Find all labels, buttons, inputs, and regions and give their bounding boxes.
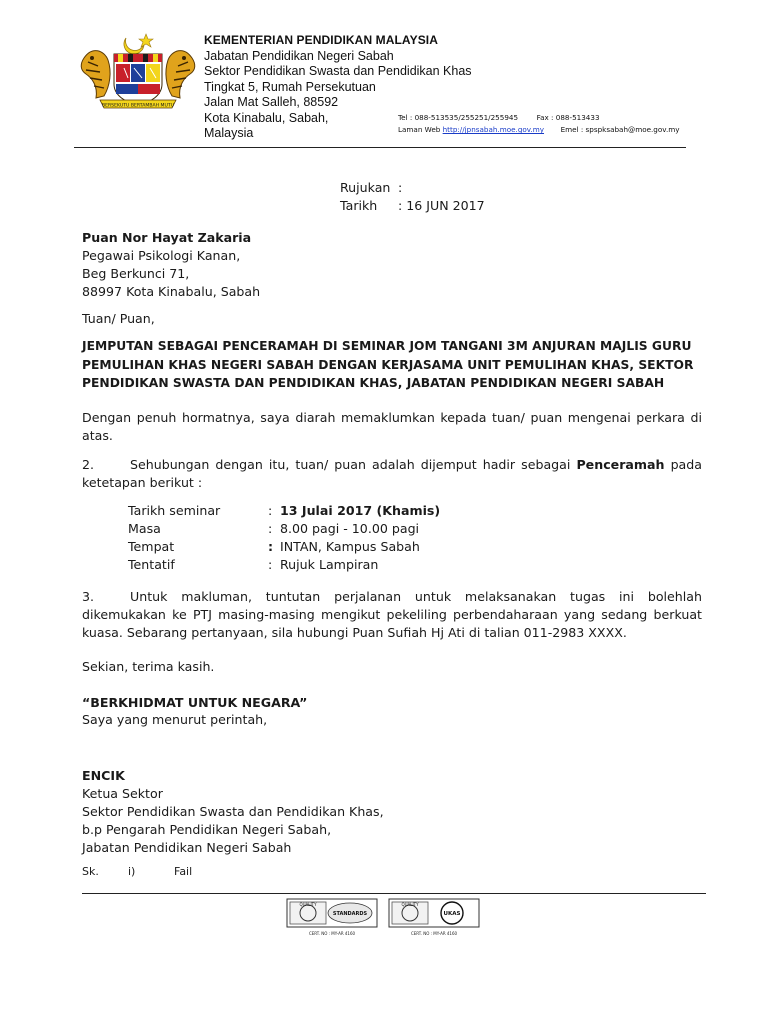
detail-label: Masa (128, 521, 161, 536)
recipient-line: 88997 Kota Kinabalu, Sabah (82, 284, 261, 299)
paragraph-number: 3. (82, 589, 95, 604)
salutation: Tuan/ Puan, (82, 311, 155, 326)
paragraph-2 (82, 456, 702, 492)
badge-quality-label: QUALITY (401, 902, 419, 907)
signatory-title: ENCIK (82, 768, 125, 783)
paragraph-number: 2. (82, 457, 95, 472)
recipient-block (82, 229, 482, 301)
detail-row (128, 520, 628, 538)
malaysia-coat-of-arms-icon (74, 28, 202, 116)
subject-line: JEMPUTAN SEBAGAI PENCERAMAH DI SEMINAR JOM TANGANI 3M ANJURAN MAJLIS GURU (82, 339, 692, 353)
quality-certification-icon (286, 898, 378, 938)
fax-number: Fax : 088-513433 (536, 113, 600, 122)
reference-block (340, 179, 570, 215)
detail-value: INTAN, Kampus Sabah (280, 539, 420, 554)
closing-line: Sekian, terima kasih. (82, 659, 215, 674)
detail-value: 13 Julai 2017 (Khamis) (280, 503, 441, 518)
certification-badge-left (286, 898, 378, 938)
letter-subject (82, 337, 702, 393)
signatory-line: Ketua Sektor (82, 786, 163, 801)
detail-colon: : (268, 557, 273, 572)
recipient-line: Pegawai Psikologi Kanan, (82, 248, 241, 263)
paragraph-2-text: Sehubungan dengan itu, tuan/ puan adalah dijemput hadir sebagai (130, 457, 577, 472)
cc-index: i) (128, 865, 136, 878)
signatory-line: Sektor Pendidikan Swasta dan Pendidikan Khas, (82, 804, 384, 819)
rujukan-colon: : (398, 180, 403, 195)
paragraph-3-text: Untuk makluman, tuntutan perjalanan untuk melaksanakan tugas ini bolehlah dikemukakan ke PTJ masing-masing mengikut pekeliling perbendaharaan yang sedang berkuat kuasa. Sebarang pertanyaan, sila hubungi Puan Sufiah Hj Ati di talian 011-2983 XXXX. (82, 589, 702, 640)
subject-line: PEMULIHAN KHAS NEGERI SABAH DENGAN KERJASAMA UNIT PEMULIHAN KHAS, SEKTOR (82, 357, 694, 372)
footer-divider (82, 893, 706, 894)
email-address: Emel : spspksabah@moe.gov.my (560, 125, 680, 134)
cert-number-right: CERT. NO : MY-AR 4160 (410, 931, 458, 936)
ukas-certification-icon (388, 898, 480, 938)
detail-colon: : (268, 503, 273, 518)
rujukan-label: Rujukan (340, 180, 391, 195)
subject-line: PENDIDIKAN SWASTA DAN PENDIDIKAN KHAS, JABATAN PENDIDIKAN NEGERI SABAH (82, 376, 665, 390)
ministry-crest (74, 28, 202, 116)
badge-standards-label: STANDARDS (332, 911, 368, 917)
seminar-details (128, 502, 628, 574)
signatory-block (82, 767, 502, 857)
signatory-line: b.p Pengarah Pendidikan Negeri Sabah, (82, 822, 332, 837)
paragraph-2-emphasis: Penceramah (576, 457, 665, 472)
recipient-line: Beg Berkunci 71, (82, 266, 190, 281)
crest-motto: BERSEKUTU BERTAMBAH MUTU (101, 103, 175, 109)
motto: “BERKHIDMAT UNTUK NEGARA” (82, 695, 308, 710)
address-line: Malaysia (204, 126, 254, 140)
detail-label: Tarikh seminar (128, 503, 221, 518)
contact-info (398, 112, 680, 136)
organization-name: KEMENTERIAN PENDIDIKAN MALAYSIA (204, 33, 439, 47)
detail-value: 8.00 pagi - 10.00 pagi (280, 521, 420, 536)
paragraph-2-text-end: pada ketetapan berikut : (82, 457, 702, 490)
header-divider (74, 147, 686, 148)
website-link[interactable]: http://jpnsabah.moe.gov.my (442, 125, 545, 134)
address-line: Tingkat 5, Rumah Persekutuan (204, 79, 376, 94)
paragraph-3 (82, 588, 702, 642)
detail-row (128, 556, 628, 574)
detail-colon: : (268, 521, 273, 536)
detail-colon: : (268, 539, 274, 554)
cc-item: Fail (174, 865, 193, 878)
order-line: Saya yang menurut perintah, (82, 712, 268, 727)
recipient-name: Puan Nor Hayat Zakaria (82, 230, 252, 245)
carbon-copy (82, 864, 192, 880)
tarikh-label: Tarikh (340, 198, 378, 213)
signatory-line: Jabatan Pendidikan Negeri Sabah (82, 840, 292, 855)
address-line: Jabatan Pendidikan Negeri Sabah (204, 48, 394, 63)
address-line: Jalan Mat Salleh, 88592 (204, 95, 339, 109)
address-line: Kota Kinabalu, Sabah, (204, 110, 329, 125)
badge-quality-label: QUALITY (299, 902, 317, 907)
tarikh-value: : 16 JUN 2017 (398, 198, 485, 213)
detail-row (128, 502, 628, 520)
website-label: Laman Web (398, 125, 441, 134)
detail-label: Tentatif (128, 557, 175, 572)
telephone-number: Tel : 088-513535/255251/255945 (398, 113, 519, 122)
cert-number-left: CERT. NO : MY-AR 4160 (308, 931, 356, 936)
detail-value: Rujuk Lampiran (280, 557, 379, 572)
badge-ukas-label: UKAS (443, 911, 461, 917)
detail-row (128, 538, 628, 556)
cc-label: Sk. (82, 865, 99, 878)
address-line: Sektor Pendidikan Swasta dan Pendidikan Khas (204, 64, 472, 78)
detail-label: Tempat (128, 539, 175, 554)
certification-badge-right (388, 898, 480, 938)
paragraph-1: Dengan penuh hormatnya, saya diarah memaklumkan kepada tuan/ puan mengenai perkara di atas. (82, 410, 702, 443)
